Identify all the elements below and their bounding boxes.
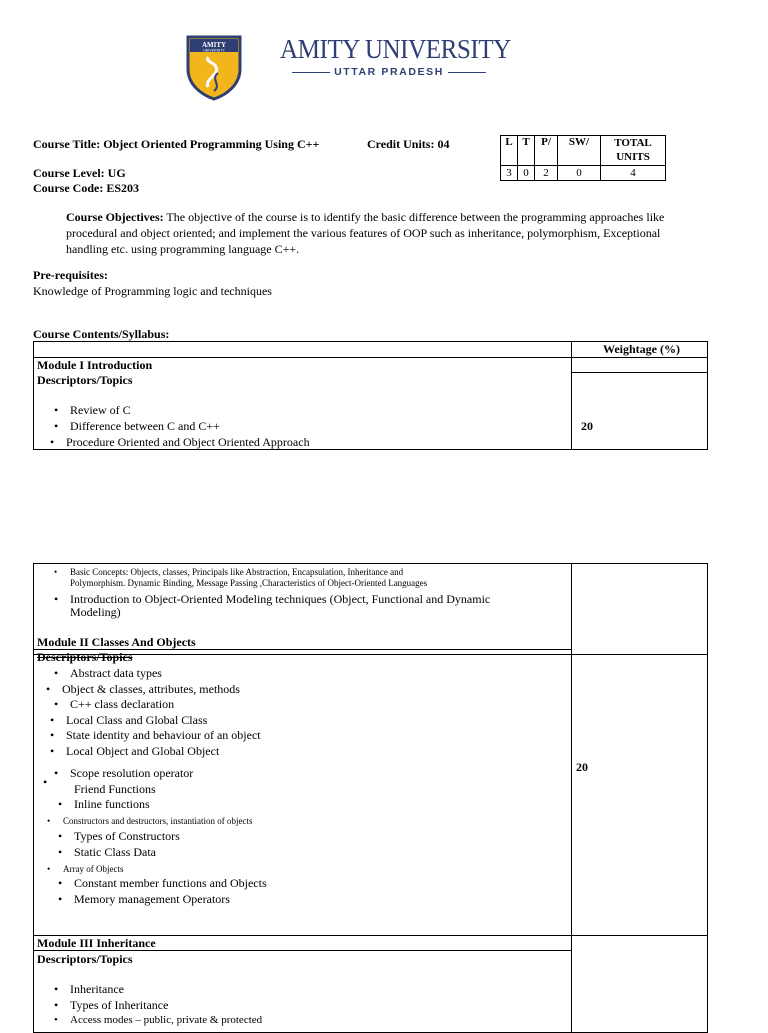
list-item: • Types of Inheritance <box>70 998 262 1014</box>
list-item: • Introduction to Object-Oriented Modeling techniques (Object, Functional and Dynamic <box>70 593 490 606</box>
credit-value-p: 2 <box>535 166 558 181</box>
module-2-descriptors: Descriptors/Topics <box>37 650 133 664</box>
course-code: Course Code: ES203 <box>33 181 140 195</box>
module-3-title: Module III Inheritance <box>37 936 156 950</box>
list-item: • Inline functions <box>74 797 193 813</box>
list-item: • Local Class and Global Class <box>66 713 261 729</box>
svg-text:UNIVERSITY: UNIVERSITY <box>203 48 225 53</box>
credit-value-l: 3 <box>501 166 518 181</box>
course-objectives <box>66 209 664 257</box>
list-item: • Basic Concepts: Objects, classes, Principals like Abstraction, Encapsulation, Inheritance and <box>70 567 427 578</box>
module-1-topic-list <box>66 402 310 450</box>
module-2-topic-list-c <box>74 829 180 860</box>
continued-topic-1 <box>70 567 427 589</box>
list-item-small: • Array of Objects <box>63 864 123 874</box>
syllabus-label: Course Contents/Syllabus: <box>33 327 170 341</box>
credit-header-p: P/ <box>535 136 558 166</box>
university-name: AMITY UNIVERSITY <box>280 34 511 64</box>
list-item: • Scope resolution operator <box>70 766 193 782</box>
module-1-descriptors: Descriptors/Topics <box>37 373 133 387</box>
list-item: • Abstract data types <box>70 666 261 682</box>
module-3-descriptors: Descriptors/Topics <box>37 952 133 966</box>
list-item: • State identity and behaviour of an object <box>66 728 261 744</box>
credit-units: Credit Units: 04 <box>367 137 450 151</box>
list-item-small: • Constructors and destructors, instantiation of objects <box>63 816 252 826</box>
list-item: • Review of C <box>70 402 310 418</box>
module-1-title: Module I Introduction <box>37 358 153 372</box>
list-item-continuation: Polymorphism. Dynamic Binding, Message Passing ,Characteristics of Object-Oriented Languages <box>70 578 428 588</box>
list-item: • Difference between C and C++ <box>70 418 310 434</box>
list-item: • Object & classes, attributes, methods <box>62 682 261 698</box>
university-crest-logo <box>186 35 242 101</box>
list-item-continuation: Modeling) <box>70 605 121 619</box>
prereq-text: Knowledge of Programming logic and techniques <box>33 284 272 298</box>
course-title: Course Title: Object Oriented Programming Using C++ <box>33 137 320 151</box>
module-2-topic-list-a <box>62 666 261 760</box>
credit-table <box>500 135 666 181</box>
list-item: • Constant member functions and Objects <box>74 876 267 892</box>
credit-header-total: TOTAL UNITS <box>601 136 666 166</box>
continued-topic-2 <box>70 593 490 619</box>
list-item: • Access modes – public, private & protected <box>70 1013 262 1029</box>
svg-text:AMITY: AMITY <box>201 41 227 49</box>
credit-header-sw: SW/ <box>558 136 601 166</box>
module-3-topic-list <box>70 982 262 1029</box>
stray-bullet: • <box>43 775 48 789</box>
credit-value-sw: 0 <box>558 166 601 181</box>
list-item: Friend Functions <box>74 781 156 796</box>
university-location: UTTAR PRADESH <box>284 66 494 78</box>
objectives-line-3: handling etc. using programming language C++. <box>66 242 300 256</box>
list-item: • Memory management Operators <box>74 892 267 908</box>
credit-value-total: 4 <box>601 166 666 181</box>
course-level: Course Level: UG <box>33 166 126 180</box>
module-1-weightage: 20 <box>581 419 593 433</box>
credit-value-t: 0 <box>518 166 535 181</box>
prereq-label: Pre-requisites: <box>33 268 108 282</box>
module-2-weightage: 20 <box>576 760 588 774</box>
list-item: • Inheritance <box>70 982 262 998</box>
module-2-topic-list-d <box>74 876 267 907</box>
objectives-line-1: The objective of the course is to identify the basic difference between the programming approaches like <box>163 210 665 224</box>
objectives-label: Course Objectives: <box>66 210 164 224</box>
credit-header-t: T <box>518 136 535 166</box>
objectives-line-2: procedural and object oriented; and implement the various features of OOP such as inheritance, polymorphism, Exceptional <box>66 226 661 240</box>
list-item: • C++ class declaration <box>70 697 261 713</box>
weightage-header: Weightage (%) <box>603 342 680 356</box>
module-2-title: Module II Classes And Objects <box>37 635 196 649</box>
credit-header-l: L <box>501 136 518 166</box>
list-item: • Static Class Data <box>74 845 180 861</box>
module-2-topic-list-b <box>70 766 193 813</box>
list-item: • Local Object and Global Object <box>66 744 261 760</box>
list-item: • Types of Constructors <box>74 829 180 845</box>
list-item: • Procedure Oriented and Object Oriented Approach <box>66 434 310 450</box>
